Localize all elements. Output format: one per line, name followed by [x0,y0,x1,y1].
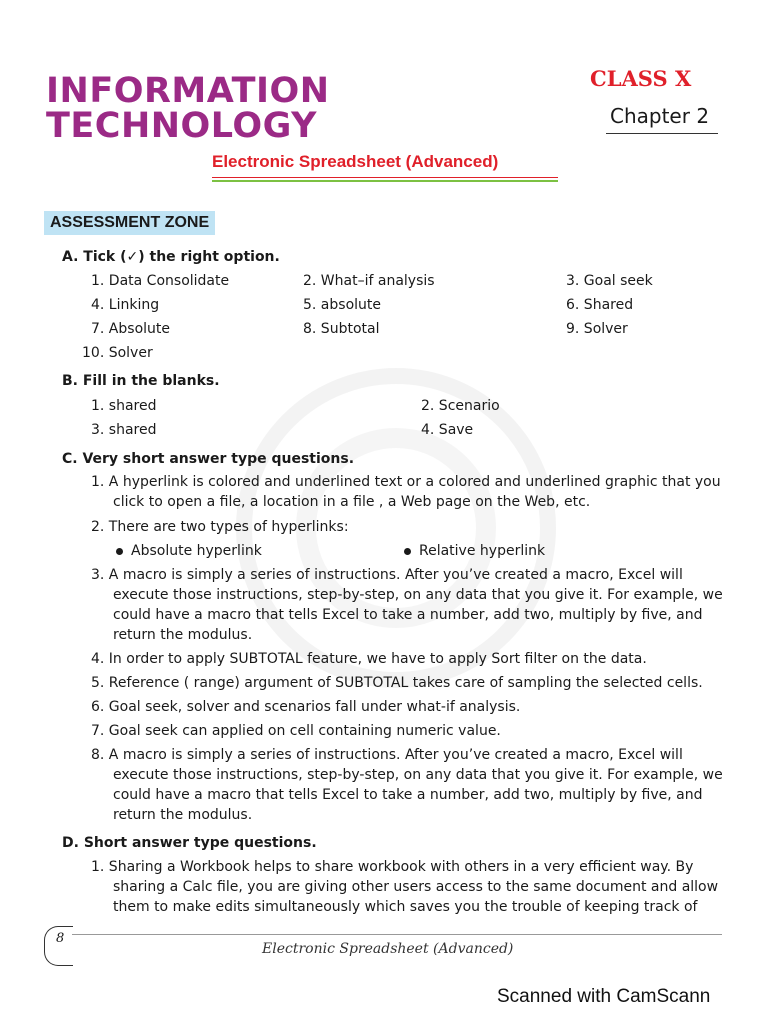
book-title [46,71,330,146]
bullet-text: Absolute hyperlink [131,543,262,559]
list-item: 3. Goal seek [566,273,653,289]
class-label: CLASS X [590,66,692,91]
answer-line: return the modulus. [113,807,253,823]
list-item: 1. Data Consolidate [91,273,230,289]
section-b-heading: B. Fill in the blanks. [62,373,220,389]
list-item: 3. shared [91,422,157,438]
section-d-heading: D. Short answer type questions. [62,835,317,851]
list-item: 9. Solver [566,321,628,337]
answer-line: click to open a file, a location in a file , a Web page on the Web, etc. [113,494,591,510]
title-line-1: INFORMATION [46,71,330,111]
answer-line: 3. A macro is simply a series of instructions. After you’ve created a macro, Excel will [91,567,683,583]
answer-line: return the modulus. [113,627,253,643]
bullet-icon [116,548,123,555]
answer-line: could have a macro that tells Excel to take a number, add two, multiply by five, and [113,607,703,623]
section-c-heading: C. Very short answer type questions. [62,451,355,467]
list-item: 6. Shared [566,297,634,313]
chapter-label: Chapter 2 [610,104,710,128]
list-item: 7. Absolute [91,321,170,337]
scanner-watermark: Scanned with CamScann [497,986,711,1007]
bullet-item [116,541,262,561]
bullet-item [404,541,545,561]
answer-line: 5. Reference ( range) argument of SUBTOTAL takes care of sampling the selected cells. [91,675,703,691]
answer-line: execute those instructions, step-by-step, on any data that you give it. For example, we [113,767,723,783]
answer-line: 8. A macro is simply a series of instructions. After you’ve created a macro, Excel will [91,747,683,763]
answer-line: sharing a Calc file, you are giving other users access to the same document and allow [113,879,719,895]
list-item: 1. shared [91,398,157,414]
answer-line: them to make edits simultaneously which saves you the trouble of keeping track of [113,899,698,915]
bullet-icon [404,548,411,555]
list-item: 5. absolute [303,297,381,313]
answer-line: 6. Goal seek, solver and scenarios fall under what-if analysis. [91,699,521,715]
list-item: 4. Save [421,422,474,438]
answer-line: 7. Goal seek can applied on cell containing numeric value. [91,723,501,739]
list-item: 2. Scenario [421,398,500,414]
chapter-underline [606,133,718,134]
section-a-heading: A. Tick (✓) the right option. [62,249,280,265]
subtitle-rule-red [212,177,558,178]
subtitle-rule-green [212,180,558,182]
list-item: 2. What–if analysis [303,273,435,289]
answer-line: execute those instructions, step-by-step, on any data that you give it. For example, we [113,587,723,603]
answer-line: 2. There are two types of hyperlinks: [91,519,349,535]
answer-line: 1. Sharing a Workbook helps to share workbook with others in a very efficient way. By [91,859,694,875]
answer-line: could have a macro that tells Excel to take a number, add two, multiply by five, and [113,787,703,803]
list-item: 4. Linking [91,297,160,313]
assessment-zone-label: ASSESSMENT ZONE [44,211,215,235]
list-item: 8. Subtotal [303,321,380,337]
chapter-subtitle: Electronic Spreadsheet (Advanced) [212,152,499,171]
page-number: 8 [56,931,65,946]
footer-title: Electronic Spreadsheet (Advanced) [262,941,514,957]
answer-line: 4. In order to apply SUBTOTAL feature, we have to apply Sort filter on the data. [91,651,647,667]
bullet-text: Relative hyperlink [419,543,546,559]
title-line-2: TECHNOLOGY [46,106,317,146]
answer-line: 1. A hyperlink is colored and underlined text or a colored and underlined graphic that you [91,474,721,490]
footer-rule [72,934,722,935]
list-item: 10. Solver [82,345,153,361]
